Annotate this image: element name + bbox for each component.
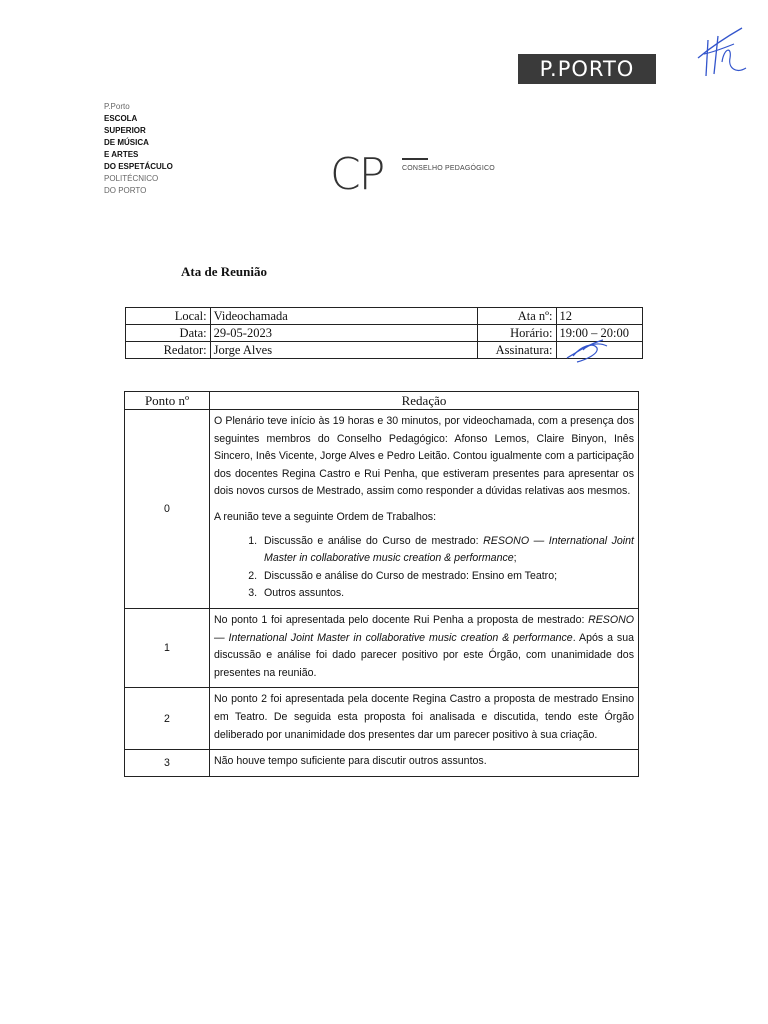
list-item-suffix: ; (513, 552, 517, 565)
ponto-number: 0 (125, 410, 210, 609)
text-span: . Após a sua discussão e análise foi dado parecer positivo por este Órgão, com unanimidade dos presentes na reunião. (214, 631, 634, 679)
meeting-info-table (125, 307, 643, 359)
agenda-row-2 (125, 688, 639, 750)
col-header-redacao: Redação (210, 392, 639, 410)
pporto-logo: P.PORTO (518, 54, 656, 84)
ponto-text (210, 410, 639, 609)
list-item: 2. Discussão e análise do Curso de mestrado: Ensino em Teatro; (260, 568, 634, 586)
agenda-table (124, 391, 639, 777)
list-item-text: Discussão e análise do Curso de mestrado: (264, 534, 484, 547)
course-title: RESONO — International Joint Master in collaborative music creation & performance (264, 534, 634, 565)
text-span: No ponto 1 foi apresentada pelo docente Rui Penha a proposta de mestrado: (214, 613, 589, 626)
horario-label: Horário: (477, 325, 556, 342)
meta-row-redator (126, 342, 643, 359)
local-label: Local: (126, 308, 211, 325)
cp-label: CONSELHO PEDAGÓGICO (402, 165, 495, 172)
handwritten-initials-signature (690, 18, 750, 88)
school-logo-line: DE MÚSICA (104, 138, 149, 147)
handwritten-signature (563, 336, 611, 364)
list-item: 3. Outros assuntos. (260, 585, 634, 603)
school-logo-line: ESCOLA (104, 114, 138, 123)
course-title: RESONO — International Joint Master in collaborative music creation & performance (214, 613, 634, 644)
cp-logo: CP (330, 149, 384, 200)
agenda-row-1 (125, 608, 639, 687)
agenda-header-row (125, 392, 639, 410)
ponto-text (210, 608, 639, 687)
cp-divider (402, 158, 428, 160)
school-logo-text (104, 101, 204, 197)
local-value: Videochamada (210, 308, 477, 325)
paragraph: O Plenário teve início às 19 horas e 30 minutos, por videochamada, com a presença dos seguintes membros do Conselho Pedagógico: Afonso Lemos, Claire Binyon, Inês Sincero, Inês Vicente, Jorge Alves e Pedro Leitão. Contou igualmente com a participação dos docentes Regina Castro e Rui Penha, que estiveram presentes para apresentar os dois novos cursos de Mestrado, assim como responder a dúvidas relativas aos mesmos. (214, 415, 634, 498)
ata-value: 12 (556, 308, 642, 325)
paragraph: A reunião teve a seguinte Ordem de Trabalhos: (214, 510, 437, 523)
agenda-row-3 (125, 750, 639, 777)
col-header-ponto: Ponto nº (125, 392, 210, 410)
ponto-number: 3 (125, 750, 210, 777)
school-logo-line: DO ESPETÁCULO (104, 162, 173, 171)
document-title: Ata de Reunião (181, 264, 267, 279)
meta-row-local (126, 308, 643, 325)
redator-label: Redator: (126, 342, 211, 359)
agenda-list (214, 533, 634, 603)
list-item (260, 533, 634, 568)
school-logo-line: E ARTES (104, 150, 139, 159)
school-logo-line: POLITÉCNICO (104, 174, 159, 183)
school-logo-line: P.Porto (104, 102, 130, 111)
assinatura-label: Assinatura: (477, 342, 556, 359)
horario-value: 19:00 – 20:00 (556, 325, 642, 342)
ponto-text: Não houve tempo suficiente para discutir outros assuntos. (210, 750, 639, 777)
school-logo-line: DO PORTO (104, 186, 147, 195)
ponto-number: 2 (125, 688, 210, 750)
school-logo-line: SUPERIOR (104, 126, 146, 135)
assinatura-value (556, 342, 642, 359)
paragraph (214, 612, 634, 682)
redator-value: Jorge Alves (210, 342, 477, 359)
ata-label: Ata nº: (477, 308, 556, 325)
ponto-text: No ponto 2 foi apresentada pela docente Regina Castro a proposta de mestrado Ensino em Teatro. De seguida esta proposta foi analisada e discutida, tendo este Órgão deliberado por unanimidade dos presentes dar um parecer positivo à sua criação. (210, 688, 639, 750)
agenda-row-0 (125, 410, 639, 609)
data-label: Data: (126, 325, 211, 342)
data-value: 29-05-2023 (210, 325, 477, 342)
ponto-number: 1 (125, 608, 210, 687)
